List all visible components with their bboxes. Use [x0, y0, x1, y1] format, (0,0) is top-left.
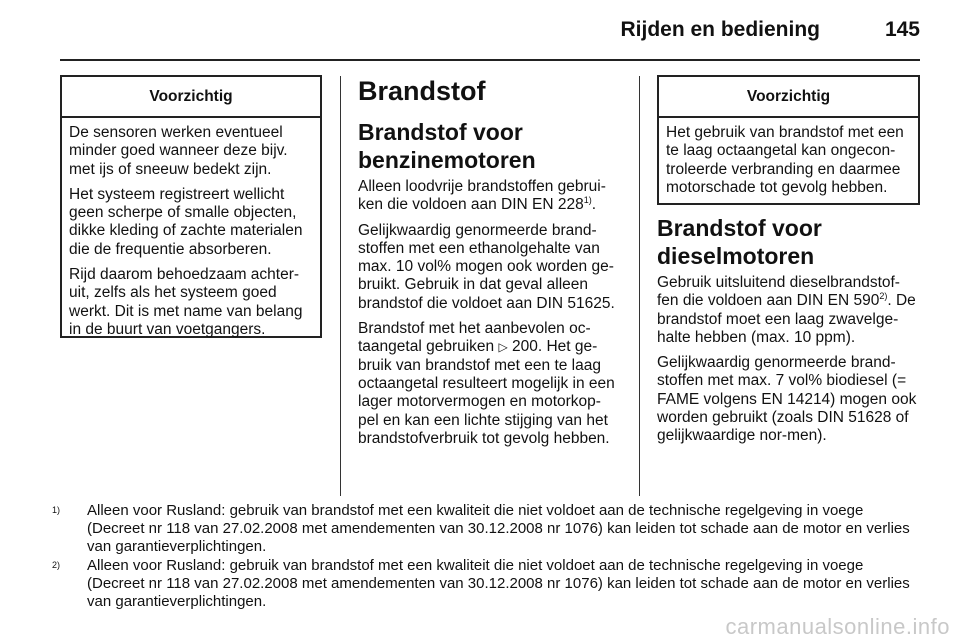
footnote-text: Alleen voor Rusland: gebruik van brandstof met een kwaliteit die niet voldoet aan de technische regelgeving in voege (Decreet nr 118 van 27.02.2008 met amendementen van 30.12.2008 nr 1076) kan leiden tot schade aan de motor en verlies van garantieverplichtingen. — [87, 502, 910, 555]
page-header — [60, 14, 920, 50]
footnote-mark: 1) — [52, 505, 61, 515]
caution-heading: Voorzichtig — [62, 77, 320, 118]
section-heading-fuel: Brandstof — [358, 76, 486, 106]
footnote-ref-1[interactable]: 1) — [583, 195, 592, 206]
caution-paragraph: Het gebruik van brandstof met een te laag octaangetal kan ongecon-troleerde verbranding en daarmee motorschade tot gevolg hebben. — [666, 124, 904, 196]
subsection-heading-diesel: Brandstof voor dieselmotoren — [657, 215, 822, 269]
caution-heading: Voorzichtig — [659, 77, 918, 118]
triangle-right-icon[interactable]: ▷ — [498, 340, 508, 355]
middle-column — [358, 76, 620, 455]
petrol-paragraph-2: Gelijkwaardig genormeerde brand-stoffen met een ethanolgehalte van max. 10 vol% mogen ook worden ge-bruikt. Gebruik in dat geval alleen brandstof die voldoet aan DIN 51625. — [358, 221, 615, 312]
column-divider-right — [639, 76, 640, 496]
diesel-paragraph-2: Gelijkwaardig genormeerde brand-stoffen met max. 7 vol% biodiesel (= FAME volgens EN 14214) mogen ook worden gebruikt (zoals DIN 51628 of gelijkwaardige nor-men). — [657, 354, 917, 445]
watermark: carmanualsonline.info — [725, 614, 950, 639]
petrol-paragraph-3: Brandstof met het aanbevolen oc-taangetal gebruiken ▷ 200. Het ge-bruik van brandstof met een te laag octaangetal resulteert mogelijk in een lager motorvermogen en motorkop-pel en kan een lichte stijging van het brandstofverbruik tot gevolg hebben. — [358, 320, 615, 447]
column-divider-left — [340, 76, 341, 496]
caution-body — [659, 118, 918, 203]
right-column — [657, 214, 919, 453]
footnote-1 — [52, 502, 920, 556]
caution-body — [62, 118, 320, 352]
header-rule — [60, 59, 920, 61]
footnote-text: Alleen voor Rusland: gebruik van brandstof met een kwaliteit die niet voldoet aan de technische regelgeving in voege (Decreet nr 118 van 27.02.2008 met amendementen van 30.12.2008 nr 1076) kan leiden tot schade aan de motor en verlies van garantieverplichtingen. — [87, 557, 910, 610]
caution-paragraph: De sensoren werken eventueel minder goed wanneer deze bijv. met ijs of sneeuw bedekt zijn. — [69, 124, 288, 178]
footnote-2 — [52, 557, 920, 611]
caution-box-octane — [657, 75, 920, 205]
caution-paragraph: Het systeem registreert wellicht geen scherpe of smalle objecten, dikke kleding of zachte materialen die de frequentie absorberen. — [69, 185, 303, 258]
footnote-ref-2[interactable]: 2) — [879, 291, 888, 302]
diesel-paragraph-1: Gebruik uitsluitend dieselbrandstof-fen die voldoen aan DIN EN 590$^{2)}$. De brandstof moet een laag zwavelge-halte hebben (max. 10 ppm). — [657, 274, 916, 346]
subsection-heading-petrol: Brandstof voor benzinemotoren — [358, 119, 536, 173]
page-number: 145 — [884, 18, 920, 41]
caution-paragraph: Rijd daarom behoedzaam achter-uit, zelfs als het systeem goed werkt. Dit is met name van belang in de buurt van voetgangers. — [69, 266, 303, 338]
caution-box-sensors — [60, 75, 322, 338]
petrol-paragraph-1: Alleen loodvrije brandstoffen gebrui-ken die voldoen aan DIN EN 228$^{1)}$. — [358, 178, 606, 214]
page-title: Rijden en bediening — [620, 18, 820, 41]
footnote-mark: 2) — [52, 560, 61, 570]
